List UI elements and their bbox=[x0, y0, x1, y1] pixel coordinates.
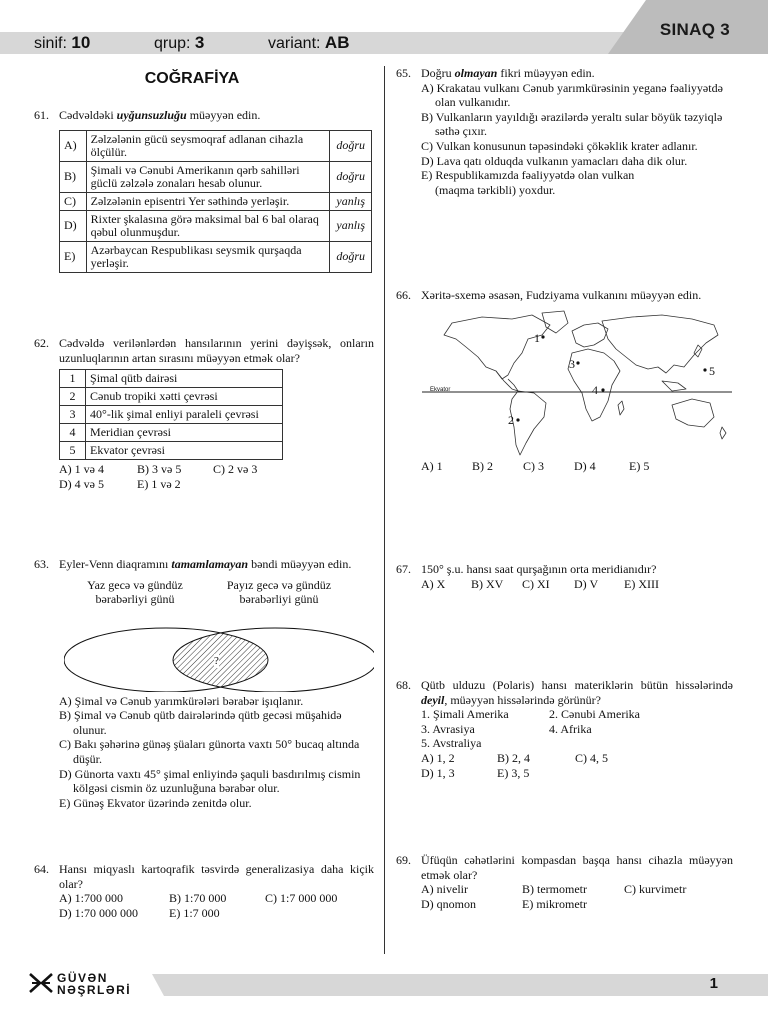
list-item: 4. Afrika bbox=[549, 721, 592, 736]
question-62 bbox=[34, 336, 374, 491]
map-marker-2: 2 bbox=[508, 412, 514, 427]
map-marker-4: 4 bbox=[592, 382, 598, 397]
venn-question-mark: ? bbox=[214, 654, 219, 667]
table-row: 5 Ekvator çevrəsi bbox=[60, 442, 283, 460]
option-e[interactable]: E) XIII bbox=[624, 576, 659, 591]
table-row: B) Şimali və Cənubi Amerikanın qərb sahilləri güclü zəlzələ zonaları hesab olunur. doğru bbox=[60, 161, 372, 192]
question-64 bbox=[34, 862, 374, 920]
question-number: 69. bbox=[396, 853, 411, 867]
question-text: Üfüqün cəhətlərini kompasdan başqa hansı cihazla müəyyən etmək olar? bbox=[421, 853, 733, 882]
question-text: Eyler-Venn diaqramını tamamlamayan bəndi müəyyən edin. bbox=[59, 557, 352, 571]
option-e[interactable]: E) mikrometr bbox=[522, 896, 587, 911]
publisher-logo-icon bbox=[28, 972, 54, 994]
list-item: 5. Avstraliya bbox=[421, 736, 482, 751]
answer-options bbox=[421, 459, 741, 474]
footer-bar bbox=[152, 974, 768, 996]
option-e[interactable]: E) Respublikamızda fəaliyyətdə olan vulkan (maqma tərkibli) yoxdur. bbox=[421, 168, 635, 197]
option-c[interactable]: C) Bakı şəhərinə günəş şüaları günorta vaxtı 50° bucaq altında düşür. bbox=[59, 737, 360, 766]
class-field bbox=[34, 33, 90, 53]
option-a[interactable]: A) 1 və 4 bbox=[59, 462, 104, 477]
answer-options bbox=[59, 694, 379, 811]
option-a[interactable]: A) Şimal və Cənub yarımkürələri bərabər işıqlanır. bbox=[59, 693, 304, 708]
option-b[interactable]: B) Vulkanların yayıldığı ərazilərdə yeraltı sular böyük təzyiqlə səthə çıxır. bbox=[421, 109, 723, 139]
option-a[interactable]: A) 1:700 000 bbox=[59, 891, 123, 906]
venn-diagram bbox=[64, 572, 374, 692]
question-number: 68. bbox=[396, 678, 411, 692]
item-list bbox=[421, 722, 741, 737]
class-label: sinif: bbox=[34, 35, 67, 52]
world-map bbox=[422, 309, 732, 459]
answer-options bbox=[59, 462, 374, 477]
answer-options bbox=[421, 882, 741, 897]
column-divider bbox=[384, 66, 385, 954]
question-number: 67. bbox=[396, 562, 411, 576]
list-item: 2. Cənubi Amerika bbox=[549, 707, 640, 722]
option-d[interactable]: D) V bbox=[574, 576, 599, 591]
question-66 bbox=[396, 288, 741, 473]
answer-options bbox=[59, 891, 374, 906]
equator-label: Ekvator bbox=[430, 386, 451, 393]
option-b[interactable]: B) 2 bbox=[472, 458, 493, 473]
question-61 bbox=[34, 108, 374, 273]
map-marker-1: 1 bbox=[534, 330, 540, 345]
map-marker-3: 3 bbox=[569, 356, 575, 371]
list-item: 1. Şimali Amerika bbox=[421, 707, 509, 722]
option-b[interactable]: B) 1:70 000 bbox=[169, 891, 227, 906]
answer-options bbox=[59, 477, 374, 492]
statement-table bbox=[59, 130, 372, 273]
answer-options bbox=[421, 577, 741, 592]
venn-right-label: Payız gecə və gündüz bərabərliyi günü bbox=[226, 577, 332, 607]
option-a[interactable]: A) 1 bbox=[421, 458, 443, 473]
option-b[interactable]: B) 3 və 5 bbox=[137, 462, 182, 477]
table-row: C) Zəlzələnin episentri Yer səthində yerləşir. yanlış bbox=[60, 192, 372, 210]
world-map-outline bbox=[422, 309, 732, 459]
variant-value: AB bbox=[324, 33, 350, 52]
question-number: 63. bbox=[34, 557, 49, 571]
question-number: 62. bbox=[34, 336, 49, 350]
list-item: 3. Avrasiya bbox=[421, 721, 475, 736]
table-row: A) Zəlzələnin gücü seysmoqraf adlanan cihazla ölçülür. doğru bbox=[60, 130, 372, 161]
variant-field bbox=[268, 33, 349, 53]
question-63 bbox=[34, 557, 379, 810]
question-number: 65. bbox=[396, 66, 411, 80]
question-65 bbox=[396, 66, 741, 197]
option-b[interactable]: B) Şimal və Cənub qütb dairələrində qütb gecəsi müşahidə olunur. bbox=[59, 708, 342, 737]
items-table bbox=[59, 369, 283, 460]
option-c[interactable]: C) 4, 5 bbox=[575, 750, 608, 765]
question-text: Cədvəldə verilənlərdən hansılarının yerini dəyişsək, onların uzunluqlarının artan sırasını müəyyən etmək olar? bbox=[59, 336, 374, 365]
option-c[interactable]: C) kurvimetr bbox=[624, 882, 687, 897]
map-marker-5: 5 bbox=[709, 363, 715, 378]
option-e[interactable]: E) Günəş Ekvator üzərində zenitdə olur. bbox=[59, 795, 252, 810]
option-d[interactable]: D) 1:70 000 000 bbox=[59, 905, 138, 920]
option-b[interactable]: B) termometr bbox=[522, 882, 587, 897]
question-68 bbox=[396, 678, 741, 780]
venn-left-label: Yaz gecə və gündüz bərabərliyi günü bbox=[87, 577, 183, 607]
question-text: Doğru olmayan fikri müəyyən edin. bbox=[421, 66, 595, 80]
option-a[interactable]: A) 1, 2 bbox=[421, 750, 455, 765]
option-e[interactable]: E) 3, 5 bbox=[497, 765, 530, 780]
question-text: Xəritə-sxemə əsasən, Fudziyama vulkanını müəyyən edin. bbox=[421, 288, 702, 302]
page-number: 1 bbox=[709, 975, 718, 992]
table-row: 1 Şimal qütb dairəsi bbox=[60, 370, 283, 388]
option-e[interactable]: E) 1 və 2 bbox=[137, 476, 181, 491]
question-67 bbox=[396, 562, 741, 591]
question-text: 150° ş.u. hansı saat qurşağının orta meridianıdır? bbox=[421, 562, 657, 576]
answer-options bbox=[59, 906, 374, 921]
question-number: 64. bbox=[34, 862, 49, 876]
subject-title: COĞRAFİYA bbox=[144, 70, 240, 87]
question-text: Cədvəldəki uyğunsuzluğu müəyyən edin. bbox=[59, 108, 261, 122]
option-e[interactable]: E) 1:7 000 bbox=[169, 905, 220, 920]
option-d[interactable]: D) 4 bbox=[574, 458, 596, 473]
option-b[interactable]: B) XV bbox=[471, 576, 504, 591]
option-c[interactable]: C) 3 bbox=[523, 458, 544, 473]
publisher-logo: GÜVƏN NƏŞRLƏRİ bbox=[57, 971, 132, 997]
variant-label: variant: bbox=[268, 35, 321, 52]
answer-options bbox=[421, 751, 741, 766]
option-c[interactable]: C) XI bbox=[522, 576, 550, 591]
table-row: 2 Cənub tropiki xətti çevrəsi bbox=[60, 388, 283, 406]
question-number: 61. bbox=[34, 108, 49, 122]
option-c[interactable]: C) 1:7 000 000 bbox=[265, 891, 338, 906]
option-c[interactable]: C) 2 və 3 bbox=[213, 462, 258, 477]
question-text: Qütb ulduzu (Polaris) hansı materiklərin bütün hissələrində deyil, müəyyən hissələrində görünür? bbox=[421, 678, 733, 707]
item-list bbox=[421, 707, 741, 722]
class-value: 10 bbox=[71, 33, 91, 52]
option-a[interactable]: A) nivelir bbox=[421, 882, 468, 897]
option-c[interactable]: C) Vulkan konusunun təpəsindəki çökəklik krater adlanır. bbox=[421, 138, 698, 153]
table-row: 4 Meridian çevrəsi bbox=[60, 424, 283, 442]
option-d[interactable]: D) 4 və 5 bbox=[59, 476, 104, 491]
option-a[interactable]: A) X bbox=[421, 576, 446, 591]
question-text: Hansı miqyaslı kartoqrafik təsvirdə generalizasiya daha kiçik olar? bbox=[59, 862, 374, 891]
group-value: 3 bbox=[194, 33, 205, 52]
table-row: D) Rixter şkalasına görə maksimal bal 6 bal olaraq qəbul olunmuşdur. yanlış bbox=[60, 210, 372, 241]
option-e[interactable]: E) 5 bbox=[629, 458, 650, 473]
option-d[interactable]: D) 1, 3 bbox=[421, 765, 455, 780]
answer-options bbox=[421, 766, 741, 781]
table-row: 3 40°-lik şimal enliyi paraleli çevrəsi bbox=[60, 406, 283, 424]
option-d[interactable]: D) qnomon bbox=[421, 896, 476, 911]
group-field bbox=[154, 33, 204, 53]
exam-title: SINAQ 3 bbox=[659, 20, 730, 39]
option-d[interactable]: D) Lava qatı olduqda vulkanın yamacları daha dik olur. bbox=[421, 153, 688, 168]
option-d[interactable]: D) Günorta vaxtı 45° şimal enliyində şaquli basdırılmış cismin kölgəsi cismin öz uzunluğuna bərabər olur. bbox=[59, 766, 361, 796]
venn-circles bbox=[64, 572, 374, 692]
group-label: qrup: bbox=[154, 35, 191, 52]
question-number: 66. bbox=[396, 288, 411, 302]
answer-options bbox=[421, 897, 741, 912]
option-b[interactable]: B) 2, 4 bbox=[497, 750, 530, 765]
answer-options bbox=[421, 81, 741, 198]
option-a[interactable]: A) Krakatau vulkanı Cənub yarımkürəsinin yeganə fəaliyyətdə olan vulkanıdır. bbox=[421, 80, 723, 110]
question-69 bbox=[396, 853, 741, 911]
table-row: E) Azərbaycan Respublikası seysmik qurşaqda yerləşir. doğru bbox=[60, 241, 372, 272]
